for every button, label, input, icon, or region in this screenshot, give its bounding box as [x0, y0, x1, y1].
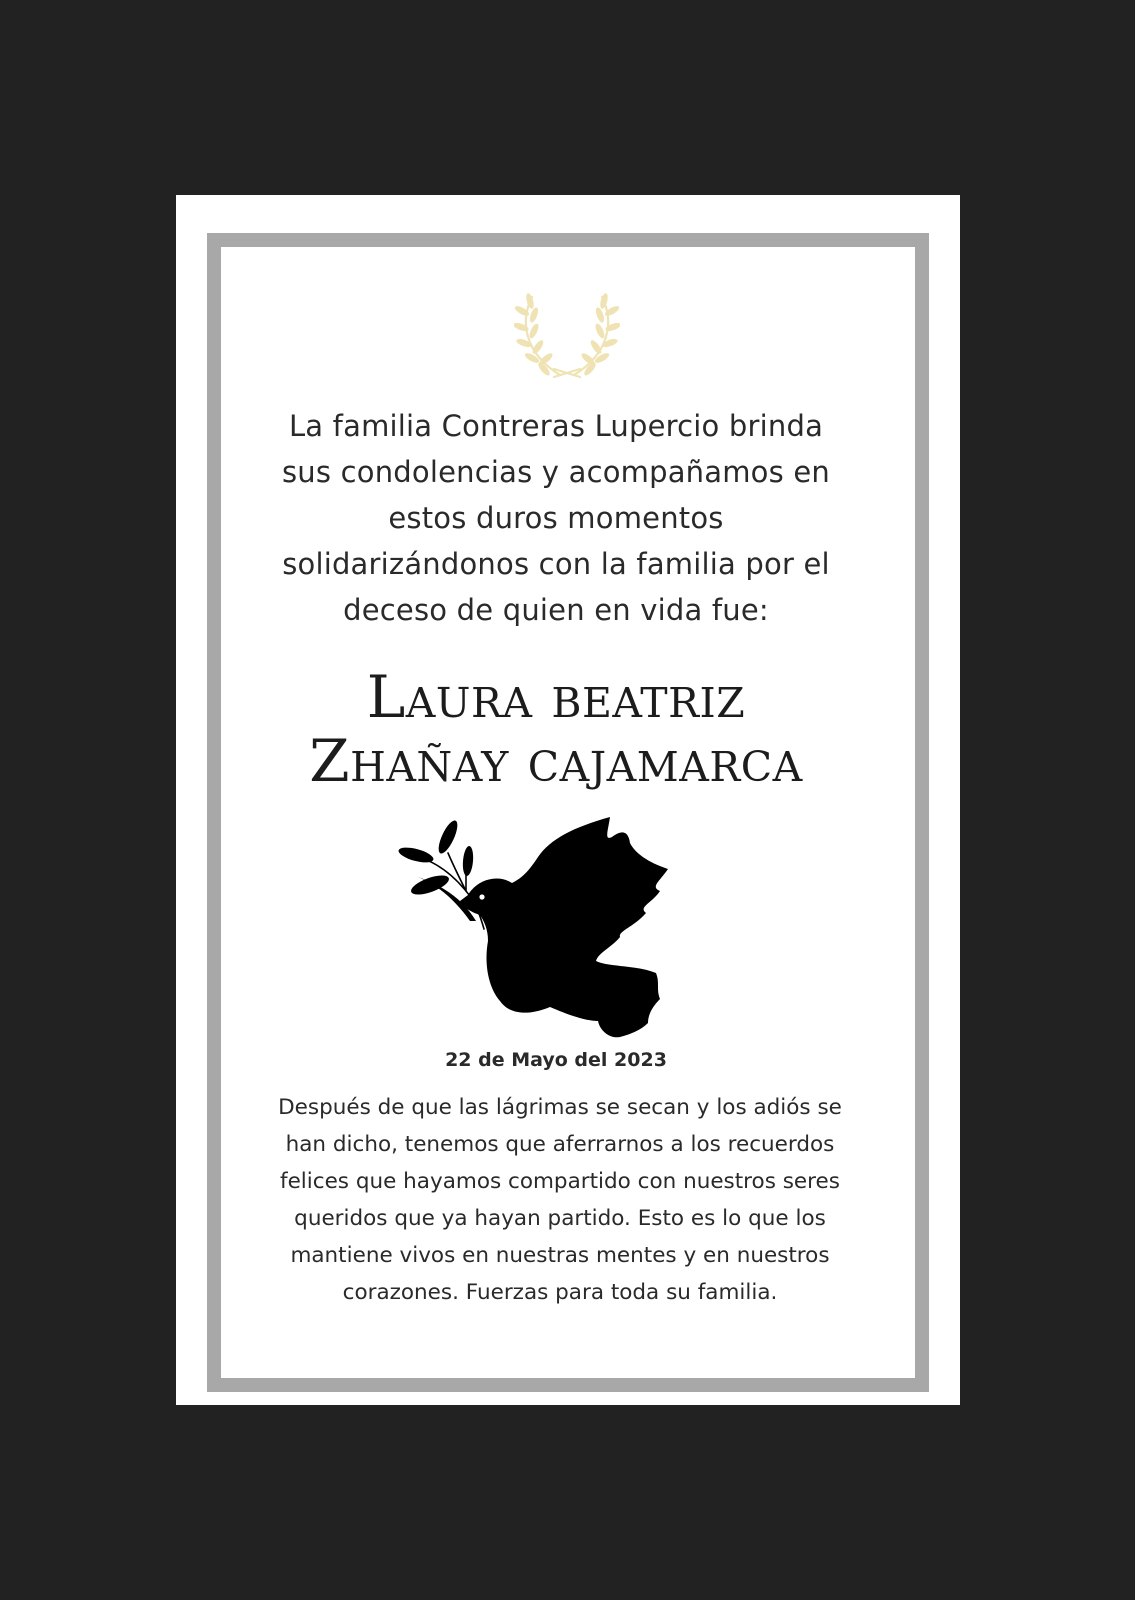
condolence-message: Después de que las lágrimas se secan y los adiós se han dicho, tenemos que aferrarnos a los recuerdos felices que hayamos compartido con nuestros seres queridos que ya hayan partido. Esto es lo que los mantiene vivos en nuestras mentes y en nuestros corazones. Fuerzas para toda su familia.: [278, 1095, 842, 1305]
deceased-name-line-2: Zhañay cajamarca: [309, 727, 803, 795]
condolence-card: [176, 195, 960, 1405]
deceased-name-line-1: Laura beatriz: [366, 663, 746, 731]
laurel-wreath-icon: [514, 291, 620, 381]
date-label: 22 de Mayo del 2023: [445, 1049, 667, 1071]
deceased-name: [236, 665, 876, 793]
condolence-intro-text: La familia Contreras Lupercio brinda sus condolencias y acompañamos en estos duros momentos solidarizándonos con la familia por el deceso de quien en vida fue:: [282, 409, 830, 627]
dove-with-olive-branch-icon: [398, 817, 674, 1039]
